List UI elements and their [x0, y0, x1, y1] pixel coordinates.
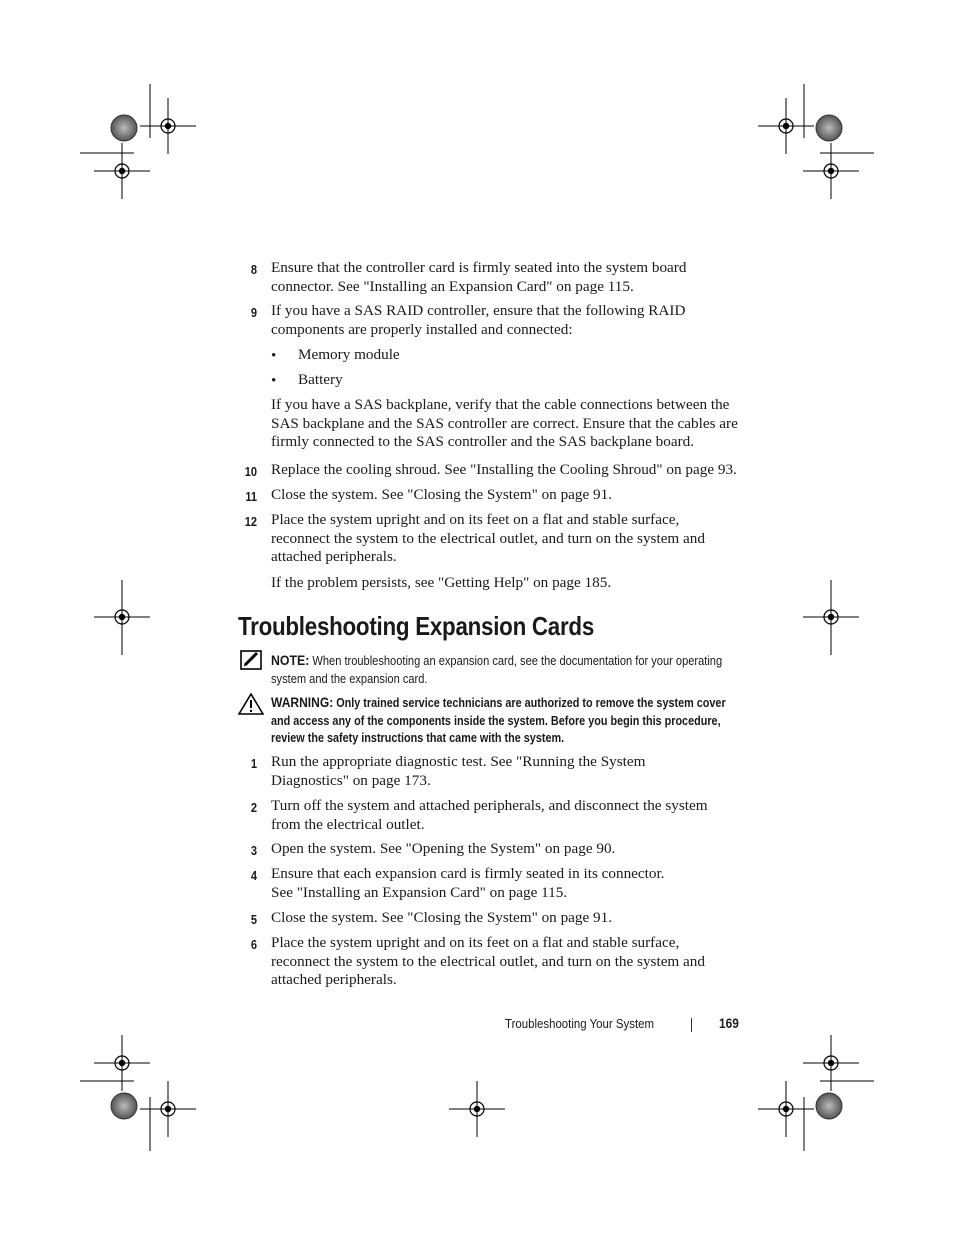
section-heading: Troubleshooting Expansion Cards [238, 611, 595, 641]
warning-text: Only trained service technicians are authorized to remove the system cover and access any of the components inside the system. Before you begin this procedure, review the safety instructions that came with the system. [271, 696, 726, 745]
crosshair-icon [803, 1035, 859, 1091]
color-dial-icon [816, 1093, 842, 1119]
crosshair-icon [758, 98, 814, 154]
step-number: 2 [250, 800, 257, 815]
step-number: 10 [244, 464, 257, 479]
crosshair-icon [449, 1081, 505, 1137]
crosshair-icon [140, 98, 196, 154]
step-text: Turn off the system and attached peripherals, and disconnect the system from the electrical outlet. [271, 797, 708, 833]
step-number: 5 [250, 912, 257, 927]
step-text: Close the system. See "Closing the System" on page 91. [271, 909, 613, 926]
step-number: 11 [245, 489, 257, 504]
step-text: Ensure that each expansion card is firmly seated in its connector. See "Installing an Expansion Card" on page 115. [271, 865, 665, 901]
step-number: 6 [250, 937, 257, 952]
note-pencil-icon [240, 650, 262, 670]
note-text: When troubleshooting an expansion card, see the documentation for your operating system and the expansion card. [271, 654, 723, 686]
warning-triangle-icon [238, 693, 264, 715]
step-number: 1 [250, 756, 257, 771]
list-item: Battery [298, 371, 343, 388]
crosshair-icon [758, 1081, 814, 1137]
step-number: 9 [250, 305, 257, 320]
step-text: Close the system. See "Closing the System" on page 91. [271, 486, 613, 503]
color-dial-icon [111, 1093, 137, 1119]
step-text: Place the system upright and on its feet on a flat and stable surface, reconnect the system to the electrical outlet, and turn on the system and attached peripherals. [271, 511, 705, 566]
bullet-icon: • [271, 347, 277, 364]
color-dial-icon [816, 115, 842, 141]
step-text: Place the system upright and on its feet on a flat and stable surface, reconnect the system to the electrical outlet, and turn on the system and attached peripherals. [271, 934, 705, 989]
note-label: NOTE: [271, 652, 310, 668]
step-text: If you have a SAS RAID controller, ensure that the following RAID components are properly installed and connected: [271, 302, 686, 338]
bullet-icon: • [271, 372, 277, 389]
warning-label: WARNING: [271, 694, 334, 710]
footer-divider [691, 1018, 692, 1032]
step-text: Run the appropriate diagnostic test. See "Running the System Diagnostics" on page 173. [271, 753, 646, 789]
list-item: Memory module [298, 346, 400, 363]
page-number: 169 [719, 1015, 739, 1031]
step-12-paragraph: If the problem persists, see "Getting Help" on page 185. [271, 574, 612, 591]
crosshair-icon [803, 143, 859, 199]
crosshair-icon [140, 1081, 196, 1137]
step-number: 8 [250, 262, 257, 277]
footer-chapter-title: Troubleshooting Your System [505, 1016, 655, 1031]
step-number: 12 [244, 514, 257, 529]
crosshair-icon [94, 143, 150, 199]
crosshair-icon [94, 1035, 150, 1091]
step-number: 4 [250, 868, 257, 883]
color-dial-icon [111, 115, 137, 141]
step-text: Open the system. See "Opening the System" on page 90. [271, 840, 616, 857]
step-number: 3 [250, 843, 257, 858]
step-text: Replace the cooling shroud. See "Installing the Cooling Shroud" on page 93. [271, 461, 737, 478]
step-9-paragraph: If you have a SAS backplane, verify that the cable connections between the SAS backplane and the SAS controller are correct. Ensure that the cables are firmly connected to the SAS controller and the SAS backplane board. [271, 396, 738, 451]
step-text: Ensure that the controller card is firmly seated into the system board connector. See "Installing an Expansion Card" on page 115. [271, 259, 687, 295]
